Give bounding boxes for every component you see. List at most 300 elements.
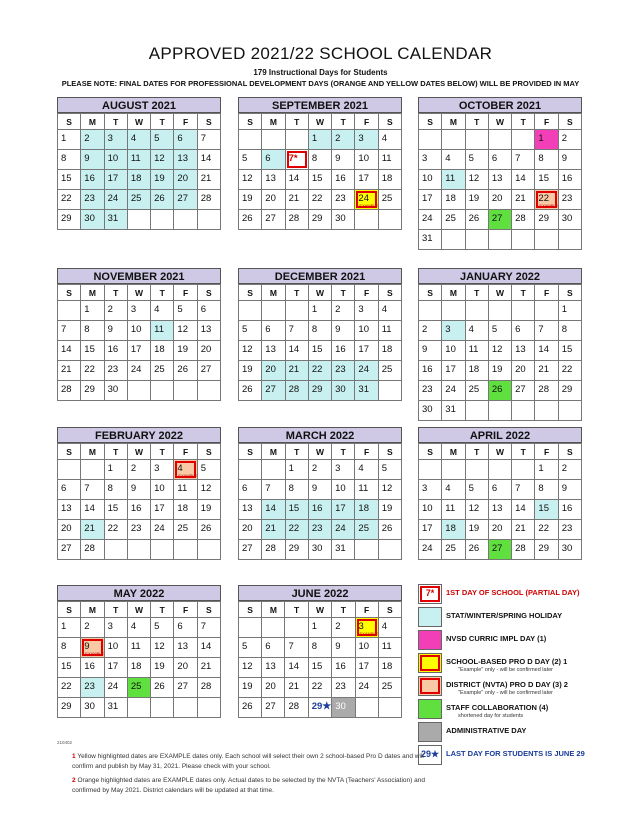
weekday-header: F	[535, 444, 558, 460]
day-cell: 15	[559, 341, 582, 361]
day-cell: 21	[285, 678, 308, 698]
calendar-title: APPROVED 2021/22 SCHOOL CALENDAR	[148, 44, 493, 63]
day-cell: 20	[512, 361, 535, 381]
weekday-header: S	[58, 602, 81, 618]
day-cell: 9	[309, 480, 332, 500]
day-cell: 23	[128, 520, 151, 540]
day-cell: 27	[262, 698, 285, 718]
day-cell: 26	[239, 210, 262, 230]
day-cell: 24	[442, 381, 465, 401]
day-cell: 22	[535, 520, 558, 540]
empty-cell	[535, 301, 558, 321]
weekday-header: S	[379, 444, 402, 460]
day-cell: 10	[419, 500, 442, 520]
legend-label: STAT/WINTER/SPRING HOLIDAY	[446, 611, 563, 620]
day-cell: 23	[332, 361, 355, 381]
day-cell: 14	[286, 341, 309, 361]
month-grid	[57, 113, 221, 230]
empty-cell	[489, 460, 512, 480]
day-cell: 26	[174, 361, 197, 381]
day-cell: 20	[198, 341, 221, 361]
day-cell: 28	[81, 540, 104, 560]
day-cell: 14	[198, 150, 221, 170]
day-cell: 3	[355, 130, 378, 150]
day-cell: 7	[512, 150, 535, 170]
day-cell: 6	[262, 321, 285, 341]
weekday-header: S	[559, 285, 582, 301]
day-cell: 10	[442, 341, 465, 361]
day-cell: 15	[535, 170, 558, 190]
day-cell: 4	[466, 321, 489, 341]
day-cell: 3	[128, 301, 151, 321]
day-cell: 5	[239, 150, 262, 170]
empty-cell	[198, 698, 221, 718]
day-cell: 20	[262, 678, 285, 698]
day-cell: 10	[332, 480, 355, 500]
empty-cell	[151, 540, 174, 560]
weekday-header: F	[356, 602, 379, 618]
day-cell: 11	[442, 500, 465, 520]
weekday-header: T	[512, 444, 535, 460]
day-cell: 9	[559, 150, 582, 170]
day-cell: 4	[379, 130, 402, 150]
legend-label: STAFF COLLABORATION (4)	[446, 703, 549, 712]
day-cell: 11	[174, 480, 197, 500]
day-cell: 3	[355, 301, 378, 321]
day-cell: 23	[559, 520, 582, 540]
day-cell: 27	[512, 381, 535, 401]
day-cell: 8	[535, 150, 558, 170]
day-cell: 29	[58, 698, 81, 718]
day-cell: 21	[286, 190, 309, 210]
legend-item	[418, 676, 618, 698]
day-cell: 13	[262, 658, 285, 678]
empty-cell	[151, 210, 174, 230]
day-cell: 6	[198, 301, 221, 321]
day-cell: 18	[442, 190, 465, 210]
day-cell: 8	[286, 480, 309, 500]
month-name: MAY 2022	[57, 585, 221, 601]
day-cell: 26	[151, 190, 174, 210]
day-cell: 10	[355, 321, 378, 341]
day-cell: 31	[355, 381, 378, 401]
day-cell: 7	[81, 480, 104, 500]
footnote-2-mark: 2	[72, 777, 76, 784]
empty-cell	[198, 540, 221, 560]
day-cell: 14	[262, 500, 285, 520]
day-cell: 6	[174, 130, 197, 150]
empty-cell	[239, 301, 262, 321]
day-cell: 30	[332, 381, 355, 401]
weekday-header: M	[81, 285, 104, 301]
day-cell: 6	[489, 150, 512, 170]
day-cell: 10	[419, 170, 442, 190]
day-cell: 30	[419, 401, 442, 421]
empty-cell	[151, 698, 174, 718]
day-cell: 5	[466, 480, 489, 500]
weekday-header: W	[309, 114, 332, 130]
day-cell: 25	[379, 678, 402, 698]
day-cell: 9	[105, 321, 128, 341]
empty-cell	[512, 230, 535, 250]
empty-cell	[512, 401, 535, 421]
month-name: AUGUST 2021	[57, 97, 221, 113]
day-cell: 30	[559, 540, 582, 560]
day-cell: 4	[151, 301, 174, 321]
weekday-header: F	[174, 114, 197, 130]
day-cell: 25	[379, 361, 402, 381]
weekday-header: T	[285, 602, 308, 618]
empty-cell	[356, 698, 379, 718]
day-cell: 26	[489, 381, 512, 401]
empty-cell	[239, 618, 262, 638]
day-cell: 9	[332, 638, 355, 658]
weekday-header: W	[489, 114, 512, 130]
empty-cell	[58, 301, 81, 321]
empty-cell	[466, 230, 489, 250]
day-cell: 29	[81, 381, 104, 401]
day-cell: 16	[309, 500, 332, 520]
day-cell: 20	[174, 170, 197, 190]
day-cell: 13	[239, 500, 262, 520]
legend-label: LAST DAY FOR STUDENTS IS JUNE 29	[446, 749, 585, 758]
day-cell: 22 EXAMPLE	[535, 190, 558, 210]
empty-cell	[239, 130, 262, 150]
day-cell: 17	[332, 500, 355, 520]
day-cell: 2	[309, 460, 332, 480]
weekday-header: M	[262, 285, 285, 301]
day-cell: 12	[239, 170, 262, 190]
day-cell: 8	[309, 150, 332, 170]
day-cell: 9	[559, 480, 582, 500]
day-cell: 13	[198, 321, 221, 341]
day-cell: 28	[198, 190, 221, 210]
day-cell: 31	[419, 230, 442, 250]
weekday-header: S	[58, 444, 81, 460]
day-cell: 11	[379, 150, 402, 170]
day-cell: 8	[309, 638, 333, 658]
weekday-header: S	[198, 114, 221, 130]
day-cell: 28	[512, 540, 535, 560]
day-cell: 24	[332, 520, 355, 540]
empty-cell	[379, 381, 402, 401]
footnote-1-text: Yellow highlighted dates are EXAMPLE dates only. Each school will select their own 2 school-based Pro D dates and will confirm and publish by May 31, 2021. Please check with your school.	[72, 753, 424, 770]
day-cell: 2	[332, 130, 355, 150]
day-cell: 28	[286, 381, 309, 401]
weekday-header: S	[239, 285, 262, 301]
weekday-header: T	[105, 285, 128, 301]
day-cell: 8	[81, 321, 104, 341]
legend-swatch: 7*	[418, 584, 442, 604]
month-name: SEPTEMBER 2021	[238, 97, 402, 113]
empty-cell	[442, 460, 465, 480]
day-cell: 30	[81, 210, 104, 230]
day-cell: 16	[81, 170, 104, 190]
month-grid	[418, 443, 582, 560]
month-10	[238, 585, 402, 718]
legend-item	[418, 607, 618, 629]
day-cell: 25	[379, 190, 402, 210]
day-cell: 23	[559, 190, 582, 210]
day-cell: 27	[58, 540, 81, 560]
weekday-header: S	[239, 444, 262, 460]
legend-swatch	[418, 630, 442, 650]
day-cell: 16	[105, 341, 128, 361]
empty-cell	[105, 540, 128, 560]
day-cell: 12	[198, 480, 221, 500]
weekday-header: F	[535, 114, 558, 130]
day-cell: 19	[198, 500, 221, 520]
document-code: 210402	[57, 740, 73, 745]
day-cell: 10	[105, 638, 128, 658]
weekday-header: T	[105, 602, 128, 618]
day-cell: 31	[105, 698, 128, 718]
empty-cell	[419, 460, 442, 480]
day-cell: 18	[355, 500, 378, 520]
weekday-header: T	[151, 285, 174, 301]
empty-cell	[286, 301, 309, 321]
day-cell: 16	[332, 341, 355, 361]
empty-cell	[379, 210, 402, 230]
day-cell: 13	[512, 341, 535, 361]
day-cell: 3	[419, 150, 442, 170]
legend-label: NVSD CURRIC IMPL DAY (1)	[446, 634, 547, 643]
day-cell: 15	[105, 500, 128, 520]
empty-cell	[128, 381, 151, 401]
day-cell: 25	[174, 520, 197, 540]
day-cell: 28	[512, 210, 535, 230]
day-cell: 29	[309, 381, 332, 401]
empty-cell	[442, 230, 465, 250]
day-cell: 15	[286, 500, 309, 520]
day-cell: 21	[262, 520, 285, 540]
month-grid	[57, 284, 221, 401]
day-cell: 10	[128, 321, 151, 341]
empty-cell	[262, 618, 285, 638]
weekday-header: F	[355, 285, 378, 301]
day-cell: 30	[309, 540, 332, 560]
empty-cell	[128, 540, 151, 560]
day-cell: 17	[419, 190, 442, 210]
day-cell: 14	[512, 500, 535, 520]
day-cell: 19	[466, 190, 489, 210]
day-cell: 30	[105, 381, 128, 401]
day-cell: 1	[309, 301, 332, 321]
month-name: MARCH 2022	[238, 427, 402, 443]
day-cell: 23	[81, 190, 104, 210]
empty-cell	[442, 301, 465, 321]
day-cell: 16	[419, 361, 442, 381]
weekday-header: S	[419, 285, 442, 301]
day-cell: 17	[355, 341, 378, 361]
empty-cell	[535, 401, 558, 421]
weekday-header: M	[81, 602, 104, 618]
day-cell: 15	[309, 341, 332, 361]
empty-cell	[442, 130, 465, 150]
day-cell: 25	[442, 540, 465, 560]
day-cell: 2	[419, 321, 442, 341]
day-cell: 7	[512, 480, 535, 500]
day-cell: 24	[105, 678, 128, 698]
weekday-header: M	[442, 444, 465, 460]
weekday-header: T	[286, 444, 309, 460]
day-cell: 6	[58, 480, 81, 500]
empty-cell	[489, 130, 512, 150]
day-cell: 8	[309, 321, 332, 341]
day-cell: 25	[151, 361, 174, 381]
day-cell: 13	[262, 170, 285, 190]
day-cell: 6	[174, 618, 197, 638]
day-cell: 8	[58, 638, 81, 658]
day-cell: 24	[355, 361, 378, 381]
day-cell: 1	[58, 618, 81, 638]
weekday-header: T	[332, 114, 355, 130]
day-cell: 20	[489, 520, 512, 540]
day-cell: 12	[379, 480, 402, 500]
day-cell: 1	[58, 130, 81, 150]
empty-cell	[466, 460, 489, 480]
day-cell: 5	[151, 618, 174, 638]
day-cell: 16	[81, 658, 104, 678]
day-cell: 9 EXAMPLE	[81, 638, 104, 658]
day-cell: 10	[105, 150, 128, 170]
weekday-header: M	[262, 114, 285, 130]
legend-swatch	[418, 722, 442, 742]
day-cell: 2	[332, 301, 355, 321]
weekday-header: T	[105, 444, 128, 460]
day-cell: 22	[309, 190, 332, 210]
weekday-header: F	[174, 285, 197, 301]
legend-item	[418, 584, 618, 606]
month-3	[57, 268, 221, 401]
day-cell: 6	[239, 480, 262, 500]
day-cell: 19	[174, 341, 197, 361]
month-grid	[238, 284, 402, 401]
day-cell: 23	[81, 678, 104, 698]
day-cell: 17	[419, 520, 442, 540]
day-cell: 2	[81, 130, 104, 150]
month-name: JUNE 2022	[238, 585, 402, 601]
calendar-note: PLEASE NOTE: FINAL DATES FOR PROFESSIONAL DEVELOPMENT DAYS (ORANGE AND YELLOW DATES BELOW) WILL BE PROVIDED IN MAY	[61, 79, 580, 88]
weekday-header: F	[535, 285, 558, 301]
empty-cell	[262, 130, 285, 150]
day-cell: 1	[535, 130, 558, 150]
day-cell: 11	[151, 321, 174, 341]
day-cell: 28	[535, 381, 558, 401]
weekday-header: S	[379, 114, 402, 130]
day-cell: 13	[262, 341, 285, 361]
day-cell: 12	[466, 500, 489, 520]
day-cell: 3	[151, 460, 174, 480]
month-name: OCTOBER 2021	[418, 97, 582, 113]
day-cell: 7*	[286, 150, 309, 170]
weekday-header: T	[151, 602, 174, 618]
month-7	[238, 427, 402, 560]
legend-item	[418, 722, 618, 744]
day-cell: 27	[262, 381, 285, 401]
legend-swatch	[418, 653, 442, 673]
day-cell: 3	[332, 460, 355, 480]
day-cell: 4	[379, 618, 402, 638]
weekday-header: W	[489, 285, 512, 301]
weekday-header: W	[128, 114, 151, 130]
day-cell: 6	[262, 150, 285, 170]
day-cell: 11	[379, 638, 402, 658]
day-cell: 16	[559, 500, 582, 520]
day-cell: 3 EXAMPLE	[356, 618, 379, 638]
day-cell: 12	[239, 341, 262, 361]
weekday-header: F	[355, 444, 378, 460]
day-cell: 25	[355, 520, 378, 540]
day-cell: 23	[332, 678, 355, 698]
empty-cell	[198, 381, 221, 401]
weekday-header: M	[81, 444, 104, 460]
legend-swatch	[418, 699, 442, 719]
empty-cell	[419, 130, 442, 150]
day-cell: 18	[442, 520, 465, 540]
day-cell: 24	[356, 678, 379, 698]
day-cell: 22	[58, 190, 81, 210]
day-cell: 27	[239, 540, 262, 560]
day-cell: 15	[81, 341, 104, 361]
day-cell: 25	[442, 210, 465, 230]
day-cell: 23	[419, 381, 442, 401]
day-cell: 26	[466, 540, 489, 560]
weekday-header: T	[105, 114, 128, 130]
legend-label: ADMINISTRATIVE DAY	[446, 726, 527, 735]
weekday-header: F	[174, 602, 197, 618]
day-cell: 22	[559, 361, 582, 381]
weekday-header: S	[559, 114, 582, 130]
footnote-2-text: Orange highlighted dates are EXAMPLE dates only. Actual dates to be selected by the NVTA (Teachers' Association) and confirmed by May 2021. District calendars will be updated at that time.	[72, 777, 425, 794]
day-cell: 2	[128, 460, 151, 480]
day-cell: 27	[198, 361, 221, 381]
day-cell: 14	[58, 341, 81, 361]
day-cell: 11	[379, 321, 402, 341]
day-cell: 21	[512, 520, 535, 540]
day-cell: 23	[332, 190, 355, 210]
day-cell: 25	[128, 190, 151, 210]
day-cell: 19	[489, 361, 512, 381]
month-name: FEBRUARY 2022	[57, 427, 221, 443]
day-cell: 30	[332, 210, 355, 230]
legend-subtext: shortened day for students	[458, 713, 524, 719]
weekday-header: T	[151, 114, 174, 130]
day-cell: 11	[466, 341, 489, 361]
day-cell: 17	[105, 170, 128, 190]
month-name: DECEMBER 2021	[238, 268, 402, 284]
day-cell: 1	[105, 460, 128, 480]
day-cell: 14	[285, 658, 308, 678]
day-cell: 3	[105, 618, 128, 638]
day-cell: 15	[58, 658, 81, 678]
legend-label: 1ST DAY OF SCHOOL (PARTIAL DAY)	[446, 588, 580, 597]
day-cell: 12	[174, 321, 197, 341]
day-cell: 30	[332, 698, 355, 718]
weekday-header: F	[355, 114, 378, 130]
day-cell: 13	[174, 638, 197, 658]
day-cell: 11	[128, 150, 151, 170]
legend-subtext: "Example" only - will be confirmed later	[458, 690, 553, 696]
day-cell: 12	[151, 638, 174, 658]
empty-cell	[535, 230, 558, 250]
day-cell: 7	[286, 321, 309, 341]
day-cell: 3	[105, 130, 128, 150]
day-cell: 20	[489, 190, 512, 210]
day-cell: 29	[535, 540, 558, 560]
day-cell: 26	[151, 678, 174, 698]
day-cell: 23	[105, 361, 128, 381]
